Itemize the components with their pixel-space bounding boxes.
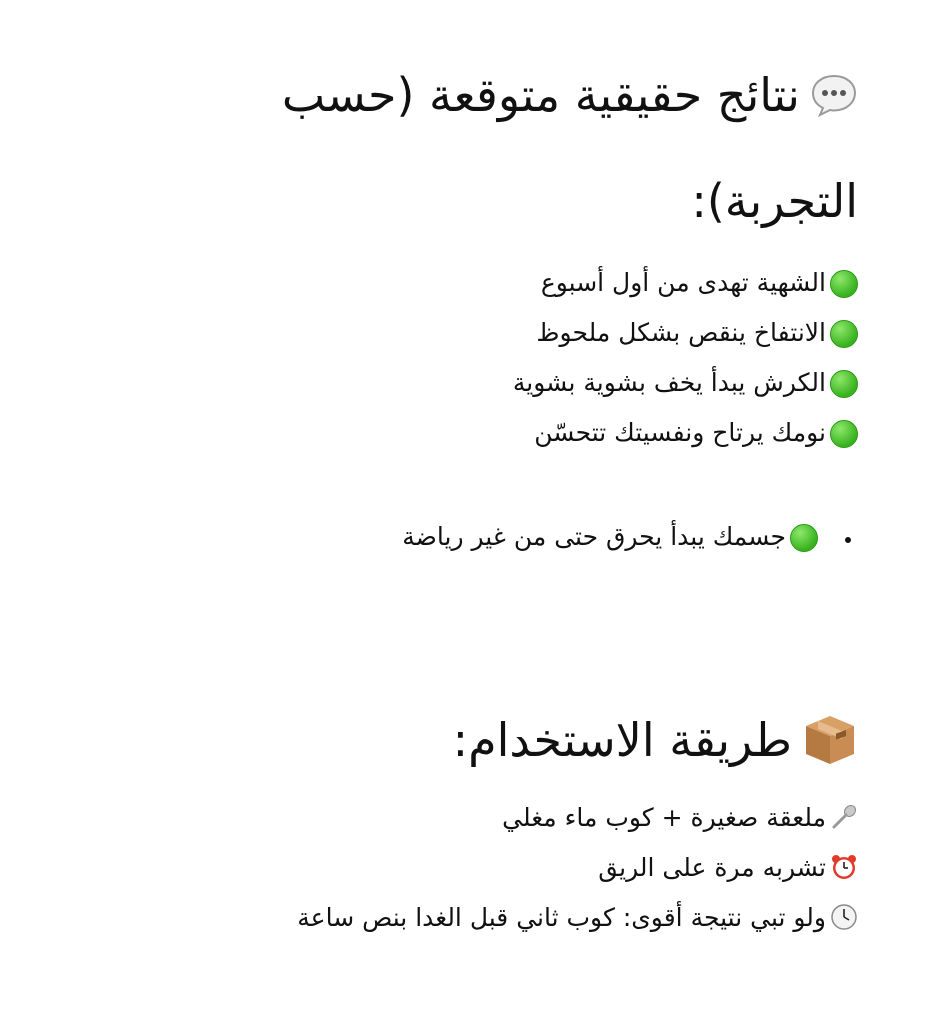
alarm-clock-icon — [830, 853, 858, 885]
spoon-icon — [830, 803, 858, 835]
result-item-2 — [536, 320, 858, 348]
clock-icon — [830, 903, 858, 935]
speech-bubble-icon — [810, 73, 858, 124]
usage-heading — [453, 712, 858, 775]
result-item-text: الكرش يبدأ يخف بشوية بشوية — [512, 368, 826, 397]
result-bullet-item — [402, 524, 818, 552]
usage-item-3 — [297, 903, 858, 935]
usage-item-2 — [598, 853, 858, 885]
green-circle-icon — [830, 420, 858, 448]
usage-item-text: تشربه مرة على الريق — [598, 853, 826, 882]
result-item-text: الشهية تهدى من أول أسبوع — [540, 268, 826, 297]
list-bullet — [845, 537, 851, 543]
results-heading — [281, 68, 858, 124]
usage-item-text: ولو تبي نتيجة أقوى: كوب ثاني قبل الغدا بنص ساعة — [297, 903, 826, 932]
usage-item-1 — [502, 803, 858, 835]
result-item-text: نومك يرتاح ونفسيتك تتحسّن — [534, 418, 826, 447]
result-item-3 — [513, 370, 858, 398]
usage-item-text: ملعقة صغيرة + كوب ماء مغلي — [502, 803, 826, 832]
green-circle-icon — [830, 270, 858, 298]
result-item-4 — [534, 420, 858, 448]
result-item-text: الانتفاخ ينقص بشكل ملحوظ — [536, 318, 826, 347]
green-circle-icon — [830, 320, 858, 348]
green-circle-icon — [790, 524, 818, 552]
result-bullet-text: جسمك يبدأ يحرق حتى من غير رياضة — [402, 522, 786, 551]
results-heading-line2: التجربة): — [691, 174, 858, 228]
package-box-icon — [802, 712, 858, 775]
results-heading-line1: نتائج حقيقية متوقعة (حسب — [281, 68, 800, 122]
usage-heading-text: طريقة الاستخدام: — [452, 713, 792, 767]
green-circle-icon — [830, 370, 858, 398]
result-item-1 — [541, 270, 858, 298]
